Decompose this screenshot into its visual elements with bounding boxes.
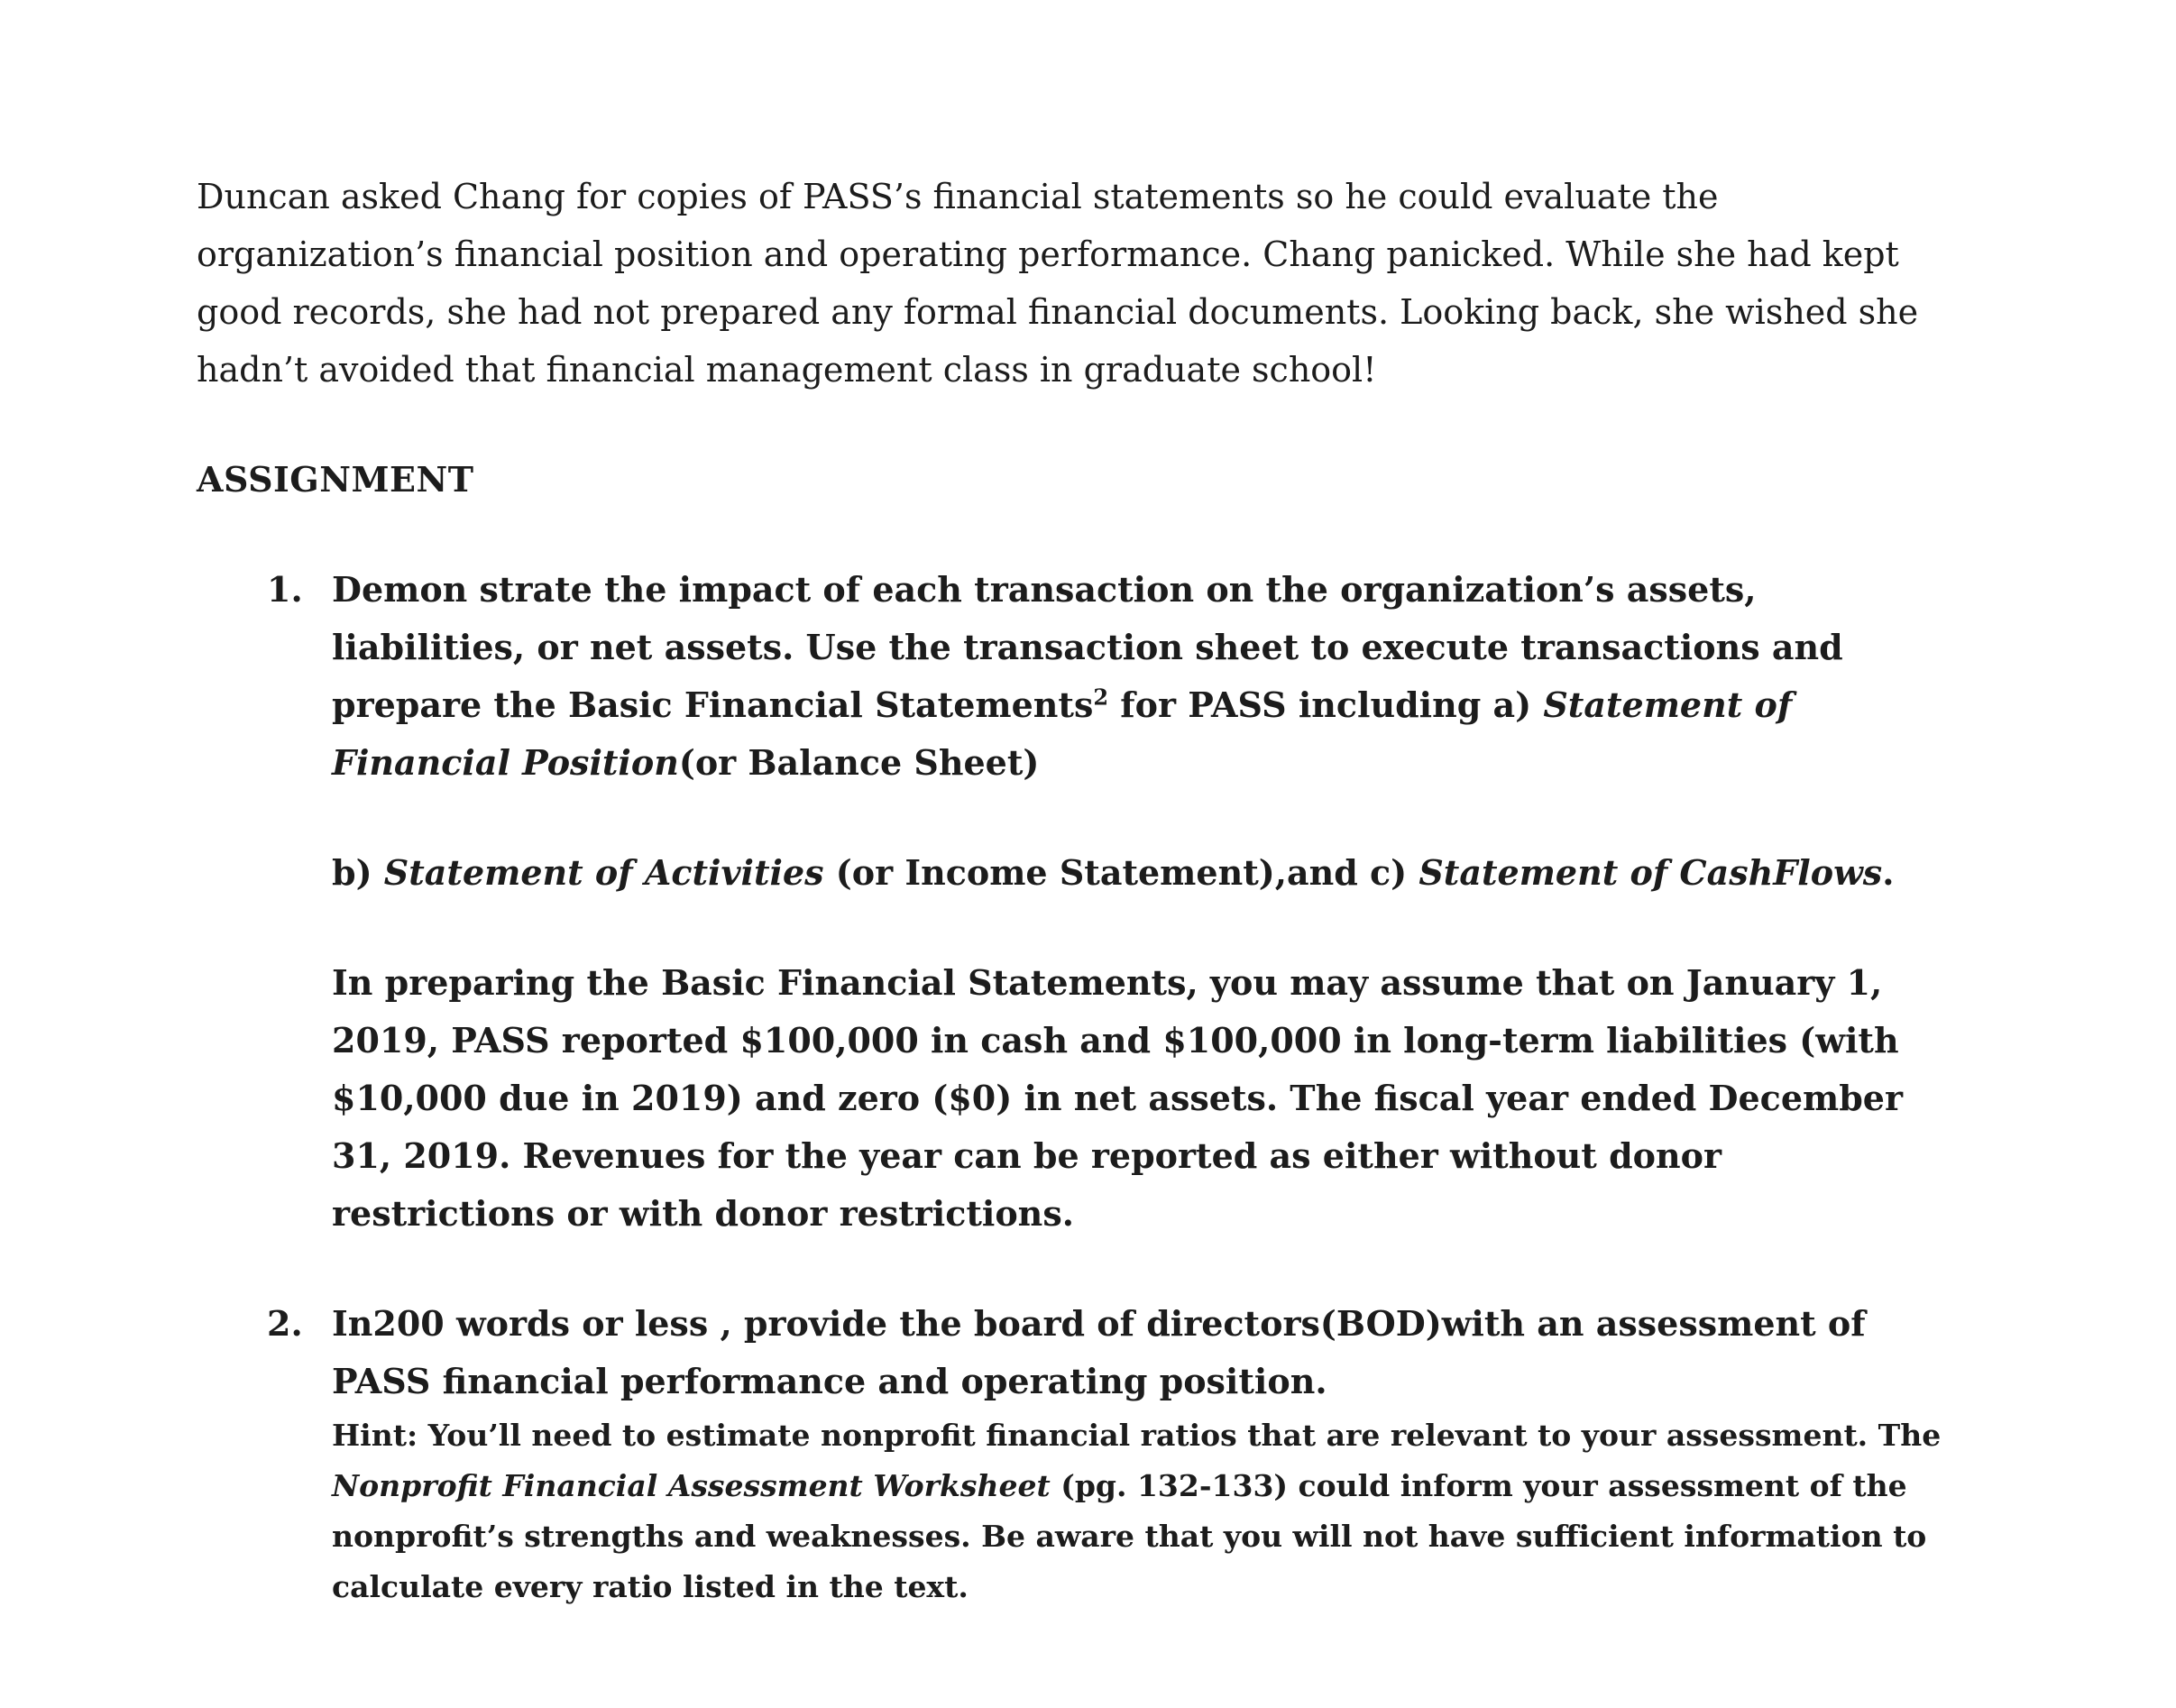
item-1-number: 1. [267, 569, 303, 610]
item-1-p1-text: (or Balance Sheet) [678, 742, 1040, 783]
item-1-p2-text: . [1882, 852, 1895, 893]
intro-paragraph: Duncan asked Chang for copies of PASS’s financial statements so he could evaluate the organization’s financial position and operating performance. Chang panicked. While she had kept good records, she had not prepared any formal financial documents. Looking back, she wished she hadn’t avoided that financial management class in graduate school! [197, 177, 1919, 390]
item-1-p1-text: Demon strate the impact of each transaction on the organization’s assets, liabilities, or net assets. Use the transaction sheet to execute transactions and prepare the Basic Financial Statements [332, 569, 1843, 725]
footnote-marker-2: 2 [1093, 684, 1109, 711]
assignment-item-1 [197, 561, 1951, 1243]
hint-text: (pg. 132-133) could inform your assessment of the nonprofit’s strengths and weaknesses. Be aware that you will not have sufficient information to calculate every ratio listed in the text. [332, 1468, 1927, 1604]
item-2-hint [332, 1410, 1951, 1612]
item-1-paragraph-1 [332, 561, 1951, 792]
item-1-p1-text: for PASS including a) [1108, 684, 1544, 725]
hint-text: Hint: You’ll need to estimate nonprofit financial ratios that are relevant to your assessment. The [332, 1418, 1942, 1453]
assignment-item-2 [197, 1295, 1951, 1612]
item-1-p2-text: b) [332, 852, 384, 893]
statement-of-financial-position-title: Statement of Financial Position [332, 684, 1793, 783]
item-2-body [332, 1295, 1951, 1612]
item-1-p2-text: (or Income Statement),and c) [823, 852, 1419, 893]
assignment-heading: ASSIGNMENT [197, 459, 474, 500]
item-2-number: 2. [267, 1303, 303, 1344]
item-1-paragraph-3: In preparing the Basic Financial Statements, you may assume that on January 1, 2019, PASS reported $100,000 in cash and $100,000 in long-term liabilities (with $10,000 due in 2019) and zero ($0) in net assets. The fiscal year ended December 31, 2019. Revenues for the year can be reported as either without donor restrictions or with donor restrictions. [332, 962, 1903, 1234]
item-2-paragraph-1: In200 words or less , provide the board of directors(BOD)with an assessment of PASS financial performance and operating position. [332, 1303, 1866, 1401]
item-1-body [332, 561, 1951, 1243]
statement-of-activities-title: Statement of Activities [383, 852, 824, 893]
nonprofit-worksheet-title: Nonprofit Financial Assessment Worksheet [332, 1468, 1051, 1503]
statement-of-cashflows-title: Statement of CashFlows [1419, 852, 1883, 893]
document-content [197, 168, 1951, 1612]
item-1-paragraph-2 [332, 844, 1951, 902]
